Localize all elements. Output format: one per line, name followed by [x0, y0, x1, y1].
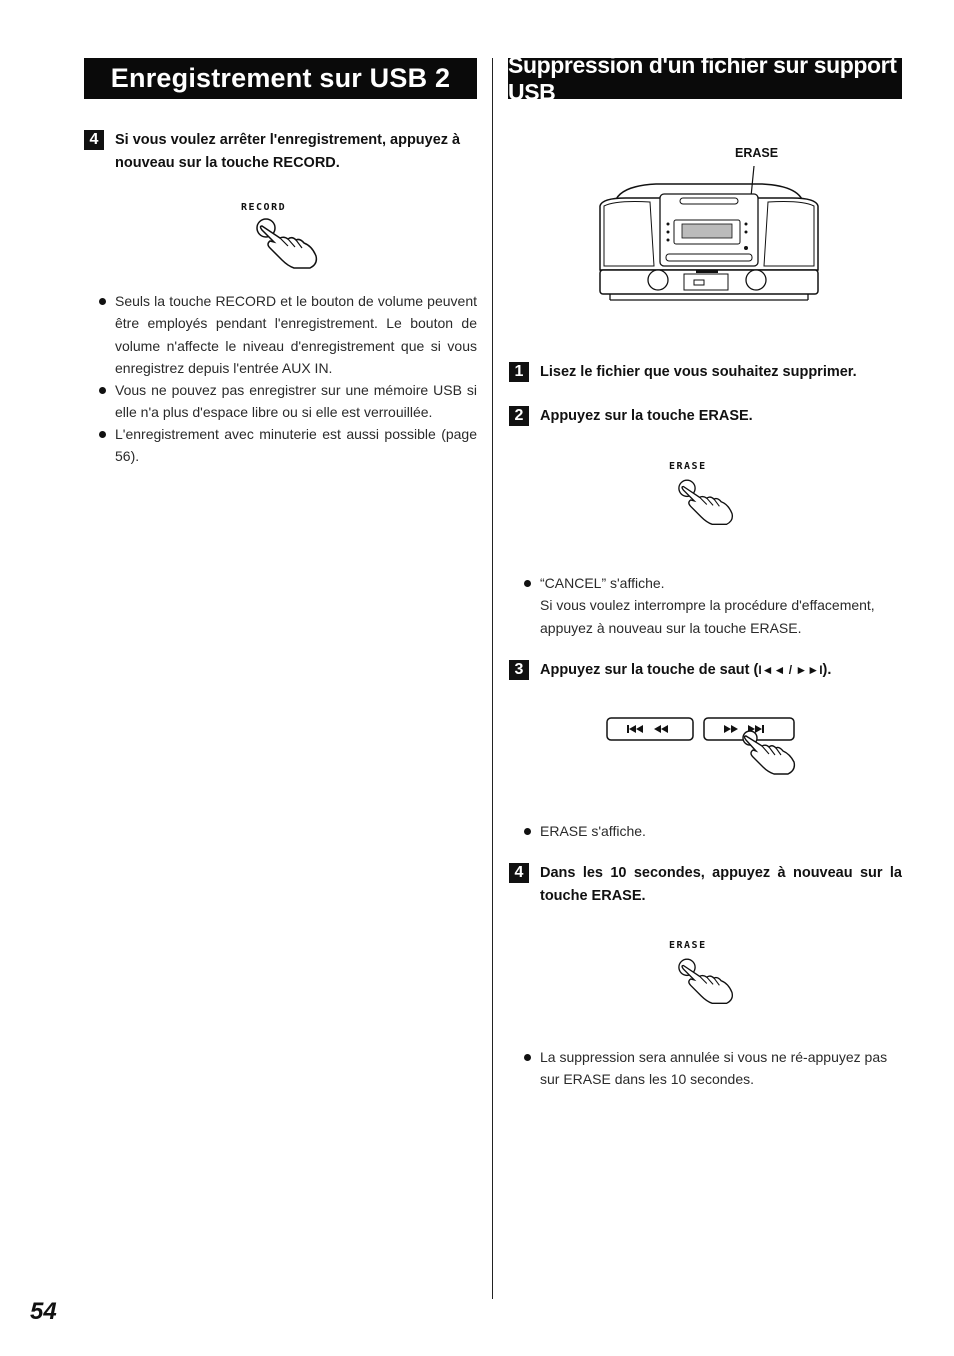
erase-button-label: ERASE [669, 461, 707, 472]
device-illustration [596, 144, 822, 306]
step-3-text [540, 659, 902, 682]
skip-symbols: I◄◄ / ►►I [758, 663, 823, 677]
skip-buttons-illustration [606, 716, 806, 778]
step-4-text: Si vous voulez arrêter l'enregistrement, appuyez à nouveau sur la touche RECORD. [115, 132, 461, 171]
pressing-hand-icon [660, 950, 750, 1008]
step-number-3: 3 [509, 660, 529, 680]
bullet-text-storage: Vous ne pouvez pas enregistrer sur une mémoire USB si elle n'a plus d'espace libre ou si elle est verrouillée. [115, 382, 477, 421]
pressing-hand-icon [660, 471, 750, 529]
note-cancel-line-1: “CANCEL” s'affiche. [540, 575, 665, 591]
step-3-text-end: ). [822, 662, 832, 678]
pressing-hand-icon [232, 212, 332, 270]
bullet-dot [99, 387, 106, 394]
section-title-recording: Enregistrement sur USB 2 [84, 58, 477, 99]
step-1-text: Lisez le fichier que vous souhaitez supprimer. [540, 364, 857, 380]
erase-button-label: ERASE [669, 940, 707, 951]
note-cancel [540, 572, 902, 639]
bullet-dot [99, 298, 106, 305]
step-number-2: 2 [509, 406, 529, 426]
note-final: La suppression sera annulée si vous ne ré-appuyez pas sur ERASE dans les 10 secondes. [540, 1049, 888, 1088]
step-3-text-start: Appuyez sur la touche de saut ( [540, 662, 759, 678]
bullet-text-controls: Seuls la touche RECORD et le bouton de volume peuvent être employés pendant l'enregistrement. Le bouton de volume n'affecte le niveau d'enregistrement que si vous enregistrez depuis l'entrée AUX IN. [115, 293, 477, 377]
step-number-1: 1 [509, 362, 529, 382]
step-4-right-text: Dans les 10 secondes, appuyez à nouveau sur la touche ERASE. [540, 865, 902, 904]
erase-button-illustration [660, 457, 750, 529]
record-button-illustration [232, 198, 332, 270]
section-title-delete: Suppression d'un fichier sur support USB [508, 58, 902, 99]
bullet-dot [99, 431, 106, 438]
step-2-text: Appuyez sur la touche ERASE. [540, 408, 753, 424]
note-erase-shown: ERASE s'affiche. [540, 823, 646, 839]
note-cancel-line-2: Si vous voulez interrompre la procédure d'effacement, appuyez à nouveau sur la touche ERASE. [540, 597, 875, 636]
step-number-4: 4 [84, 130, 104, 150]
record-button-label: RECORD [241, 202, 287, 213]
page-number: 54 [30, 1298, 57, 1325]
bullet-dot [524, 1054, 531, 1061]
erase-callout-label: ERASE [735, 146, 779, 160]
bullet-text-timer: L'enregistrement avec minuterie est aussi possible (page 56). [115, 426, 477, 465]
cd-radio-icon [596, 162, 822, 306]
bullet-dot [524, 580, 531, 587]
step-number-4-right: 4 [509, 863, 529, 883]
erase-button-illustration-2 [660, 936, 750, 1008]
bullet-dot [524, 828, 531, 835]
column-divider [492, 58, 493, 1299]
skip-buttons-icon [606, 716, 806, 778]
